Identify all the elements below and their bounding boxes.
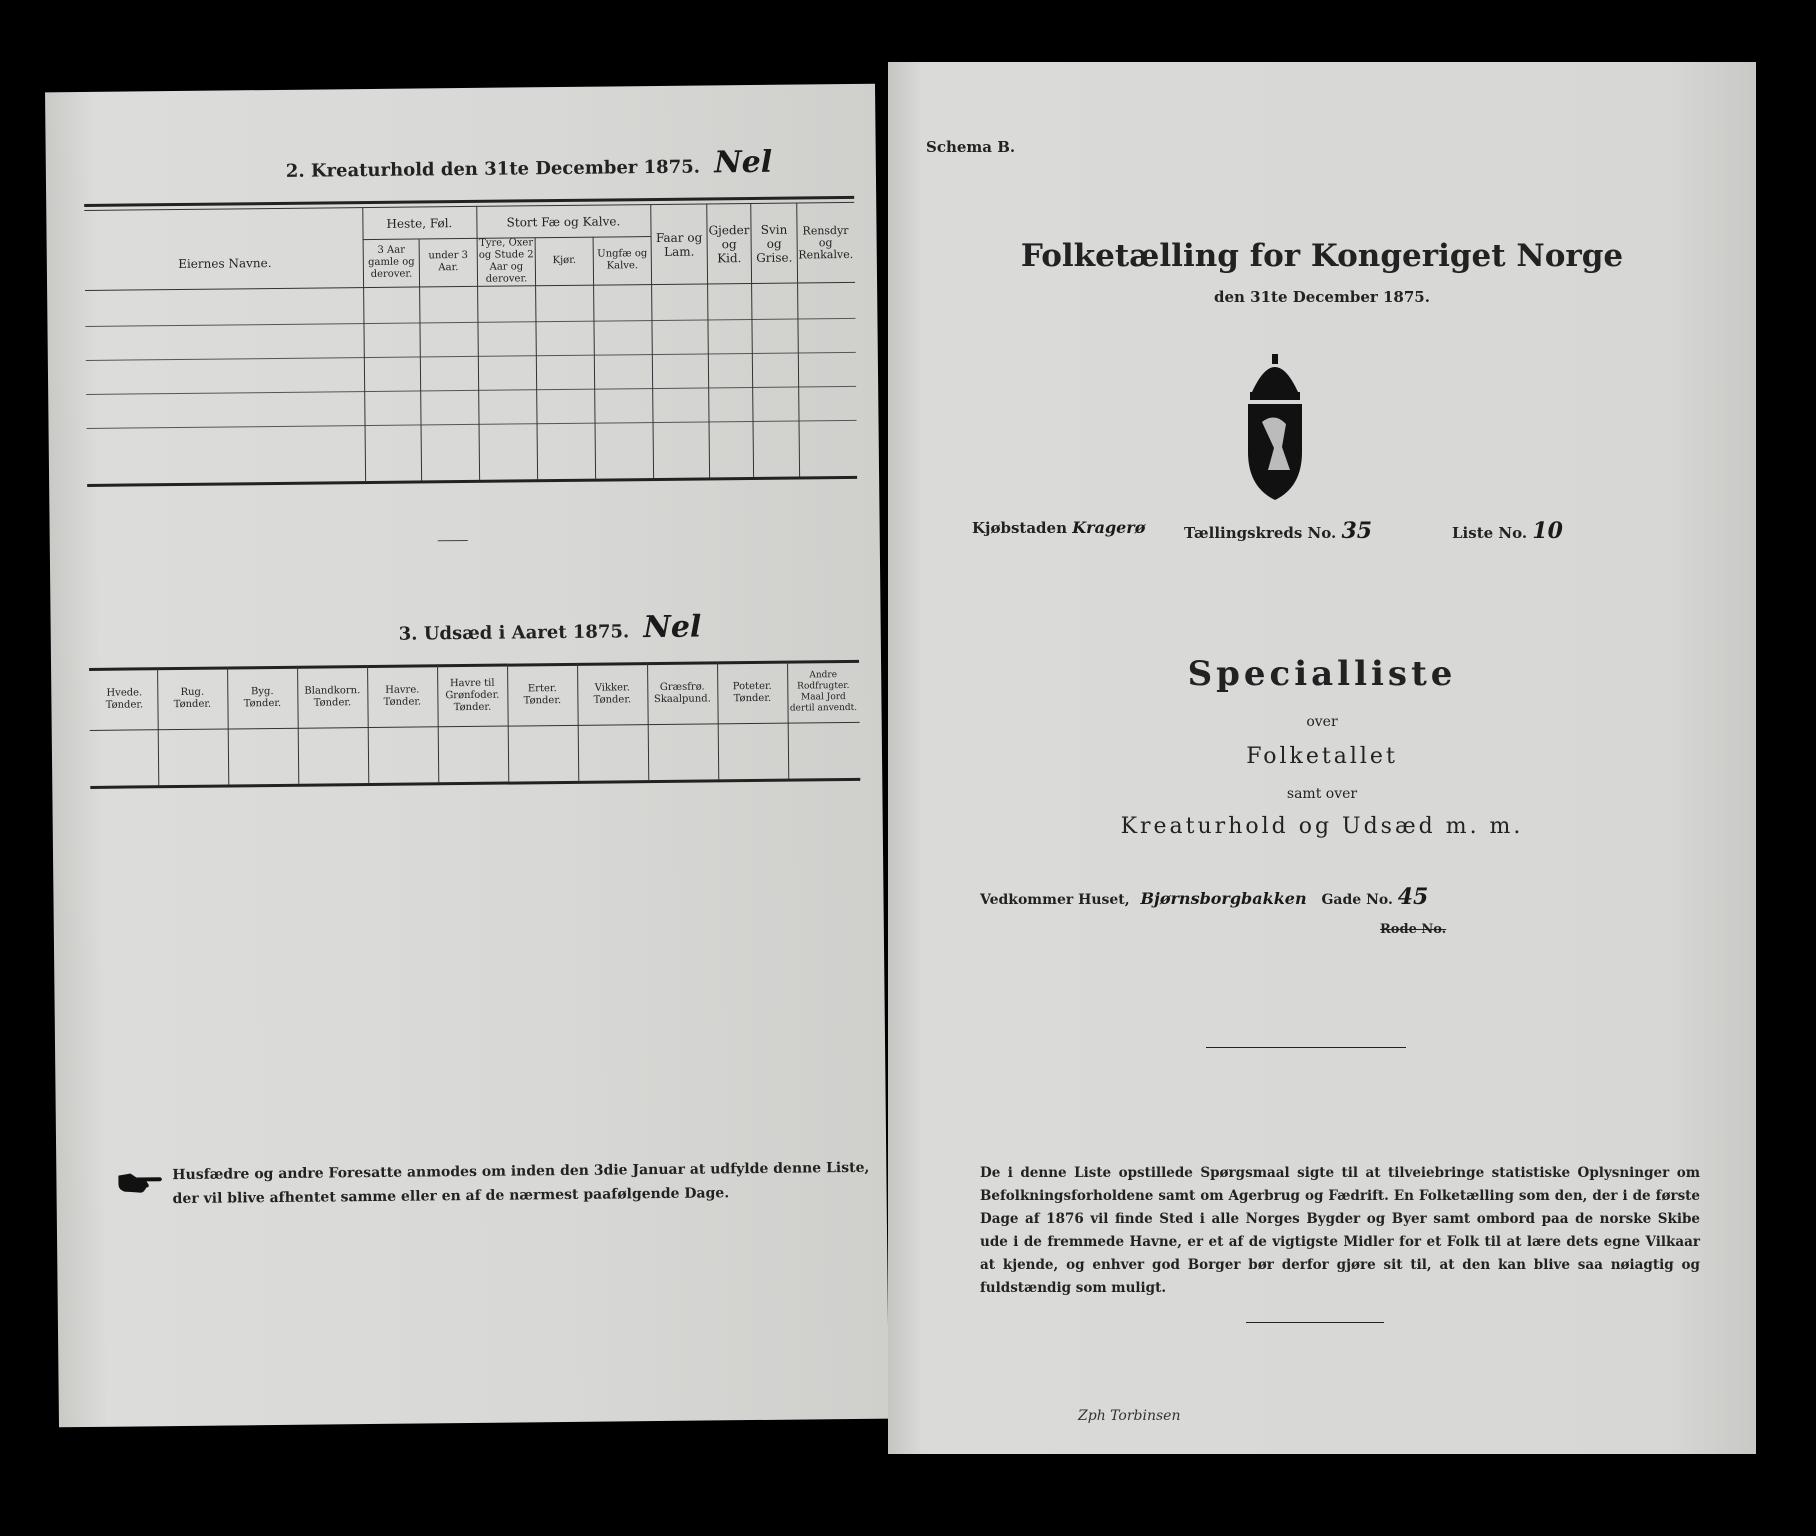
intro-paragraph: De i denne Liste opstillede Spørgsmaal sigte til at tilveiebringe statistiske Oplysninger om Befolkningsforholdene samt om Agerbrug og Fædrift. En Folketælling som den, der i de første Dage af 1876 vil finde Sted i alle Norges Bygder og Byer samt ombord paa de norske Skibe ude i de fremmede Havne, er et af de vigtigste Midler for et Folk til at lære dets egne Vilkaar at kjende, og enhver god Borger bør derfor gjøre sit til, at den kan blive saa nøiagtig og fuldstændig som muligt.	[980, 1165, 1700, 1296]
section2-title: 2. Kreaturhold den 31te December 1875. Nel	[285, 144, 773, 182]
coat-of-arms-icon	[1240, 352, 1310, 506]
group-horses-header: Heste, Føl.	[386, 216, 453, 231]
signature: Zph Torbinsen	[1078, 1408, 1181, 1424]
col-pigs-header: Svin og Grise.	[756, 222, 793, 265]
col-blandkorn-header: Blandkorn. Tønder.	[304, 685, 361, 709]
table3-bottom-rule	[90, 778, 860, 789]
list-value: 10	[1532, 518, 1563, 544]
left-page	[45, 84, 889, 1428]
list-line: Liste No. 10	[1452, 518, 1563, 544]
col-rug-header: Rug. Tønder.	[173, 686, 212, 711]
kreaturhold-text: Kreaturhold og Udsæd m. m.	[1120, 814, 1524, 839]
town-line: Kjøbstaden Kragerø	[972, 518, 1146, 537]
right-page	[888, 62, 1756, 1454]
folketallet-text: Folketallet	[1246, 744, 1398, 769]
col-gronfoder-header: Havre til Grønfoder. Tønder.	[445, 677, 500, 714]
col-byg-header: Byg. Tønder.	[243, 686, 282, 710]
table2-row-1	[85, 318, 855, 327]
main-date: den 31te December 1875.	[1214, 288, 1430, 306]
section3-title: 3. Udsæd i Aaret 1875. Nel	[398, 609, 702, 646]
street-value: 45	[1397, 884, 1429, 910]
schema-label: Schema B.	[926, 138, 1016, 156]
col-rodfrugter-header: Andre Rodfrugter. Maal Jord dertil anvendt.	[789, 670, 858, 714]
table2-row-4	[87, 420, 857, 429]
samt-over-text: samt over	[1286, 786, 1358, 802]
col-horses-young-header: under 3 Aar.	[428, 249, 469, 274]
table2-row-3	[86, 386, 856, 395]
col-hvede-header: Hvede. Tønder.	[105, 687, 144, 711]
house-line: Vedkommer Huset, Bjørnsborgbakken Gade No. 45	[980, 884, 1429, 910]
pointing-hand-icon	[116, 1169, 164, 1200]
main-title: Folketælling for Kongeriget Norge	[1020, 238, 1624, 274]
house-value: Bjørnsborgbakken	[1140, 889, 1307, 908]
section3-handwritten: Nel	[643, 609, 702, 646]
dash-mark	[438, 540, 468, 541]
section2-handwritten: Nel	[714, 144, 773, 181]
notice-text: Husfædre og andre Foresatte anmodes om inden den 3die Januar at udfylde denne Liste, der vil blive afhentet samme eller en af de nærmest paafølgende Dage.	[172, 1159, 870, 1208]
divider-rule-2	[1246, 1322, 1384, 1323]
rode-label: Rode No.	[1380, 922, 1447, 937]
over-text: over	[1306, 714, 1338, 730]
table2-row-2	[86, 352, 856, 361]
col-poteter-header: Poteter. Tønder.	[732, 680, 772, 705]
col-graesfro-header: Græsfrø. Skaalpund.	[653, 681, 711, 706]
town-value: Kragerø	[1072, 518, 1146, 537]
group-cattle-header: Stort Fæ og Kalve.	[506, 214, 621, 230]
col-vikker-header: Vikker. Tønder.	[593, 682, 632, 706]
col-goats-header: Gjeder og Kid.	[708, 223, 750, 266]
col-cows-header: Kjør.	[552, 254, 577, 267]
col-havre-header: Havre. Tønder.	[383, 684, 422, 708]
district-line: Tællingskreds No. 35	[1184, 518, 1373, 544]
col-horses-old-header: 3 Aar gamle og derover.	[367, 244, 415, 280]
specialliste-heading: Specialliste	[1187, 654, 1457, 694]
divider-rule	[1206, 1047, 1406, 1048]
col-bulls-header: Tyre, Oxer og Stude 2 Aar og derover.	[478, 237, 534, 285]
col-young-header: Ungfæ og Kalve.	[597, 248, 648, 272]
col-owner-header: Eiernes Navne.	[178, 256, 272, 271]
table2-bottom-rule	[87, 476, 857, 487]
district-value: 35	[1341, 518, 1373, 544]
col-sheep-header: Faar og Lam.	[655, 230, 703, 259]
col-reindeer-header: Rensdyr og Renkalve.	[798, 223, 854, 262]
col-erter-header: Erter. Tønder.	[523, 683, 562, 707]
